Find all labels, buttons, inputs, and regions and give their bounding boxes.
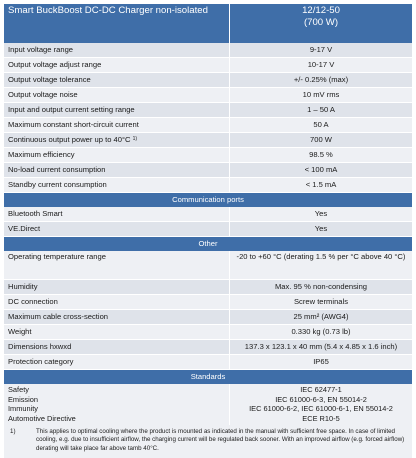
row-value: 700 W bbox=[229, 133, 412, 147]
table-row bbox=[4, 207, 412, 222]
row-label: Weight bbox=[8, 327, 32, 336]
table-row bbox=[4, 340, 412, 355]
table-row bbox=[4, 163, 412, 178]
row-value: 50 A bbox=[229, 118, 412, 132]
table-row bbox=[4, 310, 412, 325]
row-label: Output voltage adjust range bbox=[8, 60, 102, 69]
row-value: 10-17 V bbox=[229, 58, 412, 72]
row-label: Output voltage tolerance bbox=[8, 75, 91, 84]
table-row bbox=[4, 295, 412, 310]
standards-values bbox=[229, 384, 412, 425]
table-row bbox=[4, 133, 412, 148]
row-label: Protection category bbox=[8, 357, 74, 366]
footnote-text: This applies to optimal cooling where the product is mounted as indicated in the manual with sufficient free space. In case of limited cooling, e.g. due to insufficient airflow, the charging current will be regulated back sooner. With an improved airflow (e.g. forced airflow) derating will take place far above tamb 40°C. bbox=[36, 428, 405, 452]
table-row bbox=[4, 118, 412, 133]
section-header-communication: Communication ports bbox=[4, 193, 412, 207]
standard-value: IEC 61000-6-2, IEC 61000-6-1, EN 55014-2 bbox=[249, 404, 393, 413]
row-value: IP65 bbox=[229, 355, 412, 369]
row-label: Maximum constant short-circuit current bbox=[8, 120, 139, 129]
row-label: Dimensions hxwxd bbox=[8, 342, 72, 351]
section-header-standards: Standards bbox=[4, 370, 412, 384]
row-value: < 1.5 mA bbox=[229, 178, 412, 192]
table-row bbox=[4, 355, 412, 370]
table-row bbox=[4, 251, 412, 280]
table-row bbox=[4, 73, 412, 88]
product-title: Smart BuckBoost DC-DC Charger non-isolated bbox=[8, 5, 208, 16]
row-label-text: Continuous output power up to 40°C bbox=[8, 135, 131, 144]
row-label: Operating temperature range bbox=[8, 252, 106, 261]
row-value: -20 to +60 °C (derating 1.5 % per °C above 40 °C) bbox=[229, 251, 412, 279]
row-value: 9-17 V bbox=[229, 43, 412, 57]
footnote-ref: 1) bbox=[132, 136, 138, 142]
table-row bbox=[4, 88, 412, 103]
row-value: 137.3 x 123.1 x 40 mm (5.4 x 4.85 x 1.6 inch) bbox=[229, 340, 412, 354]
standard-value: ECE R10-5 bbox=[302, 413, 340, 423]
row-label bbox=[4, 133, 229, 147]
row-label: Humidity bbox=[8, 282, 38, 291]
table-header bbox=[4, 4, 412, 43]
table-row bbox=[4, 43, 412, 58]
row-value: 0.330 kg (0.73 lb) bbox=[229, 325, 412, 339]
standard-label: Automotive Directive bbox=[8, 413, 76, 423]
standards-labels bbox=[4, 384, 229, 425]
row-label: Maximum cable cross-section bbox=[8, 312, 109, 321]
standard-label: Emission bbox=[8, 394, 38, 404]
table-row bbox=[4, 325, 412, 340]
row-value: < 100 mA bbox=[229, 163, 412, 177]
standard-value: IEC 61000-6-3, EN 55014-2 bbox=[275, 394, 367, 404]
footnote bbox=[4, 425, 412, 458]
row-label: Input and output current setting range bbox=[8, 105, 135, 114]
row-value: 98.5 % bbox=[229, 148, 412, 162]
standard-value: IEC 62477-1 bbox=[300, 385, 342, 394]
table-row bbox=[4, 178, 412, 193]
row-label: Bluetooth Smart bbox=[8, 209, 63, 218]
row-value: Max. 95 % non-condensing bbox=[229, 280, 412, 294]
row-value: 25 mm² (AWG4) bbox=[229, 310, 412, 324]
row-label: Input voltage range bbox=[8, 45, 74, 54]
model-name: 12/12-50 bbox=[302, 5, 340, 16]
row-value: 10 mV rms bbox=[229, 88, 412, 102]
row-label: Standby current consumption bbox=[8, 180, 107, 189]
standard-label: Immunity bbox=[8, 404, 38, 413]
row-value: 1 – 50 A bbox=[229, 103, 412, 117]
row-label: Output voltage noise bbox=[8, 90, 78, 99]
model-power: (700 W) bbox=[303, 17, 339, 28]
row-value: Yes bbox=[229, 207, 412, 221]
footnote-number: 1) bbox=[10, 428, 16, 435]
table-row bbox=[4, 103, 412, 118]
row-label: Maximum efficiency bbox=[8, 150, 75, 159]
row-value: Yes bbox=[229, 222, 412, 236]
model-cell bbox=[229, 4, 412, 43]
row-value: Screw terminals bbox=[229, 295, 412, 309]
standards-block bbox=[4, 384, 412, 425]
section-header-other: Other bbox=[4, 237, 412, 251]
table-row bbox=[4, 280, 412, 295]
table-row bbox=[4, 148, 412, 163]
spec-table bbox=[4, 4, 412, 458]
table-row bbox=[4, 222, 412, 237]
table-row bbox=[4, 58, 412, 73]
row-label: DC connection bbox=[8, 297, 58, 306]
row-label: VE.Direct bbox=[8, 224, 41, 233]
row-value: +/- 0.25% (max) bbox=[229, 73, 412, 87]
row-label: No-load current consumption bbox=[8, 165, 106, 174]
standard-label: Safety bbox=[8, 385, 29, 394]
